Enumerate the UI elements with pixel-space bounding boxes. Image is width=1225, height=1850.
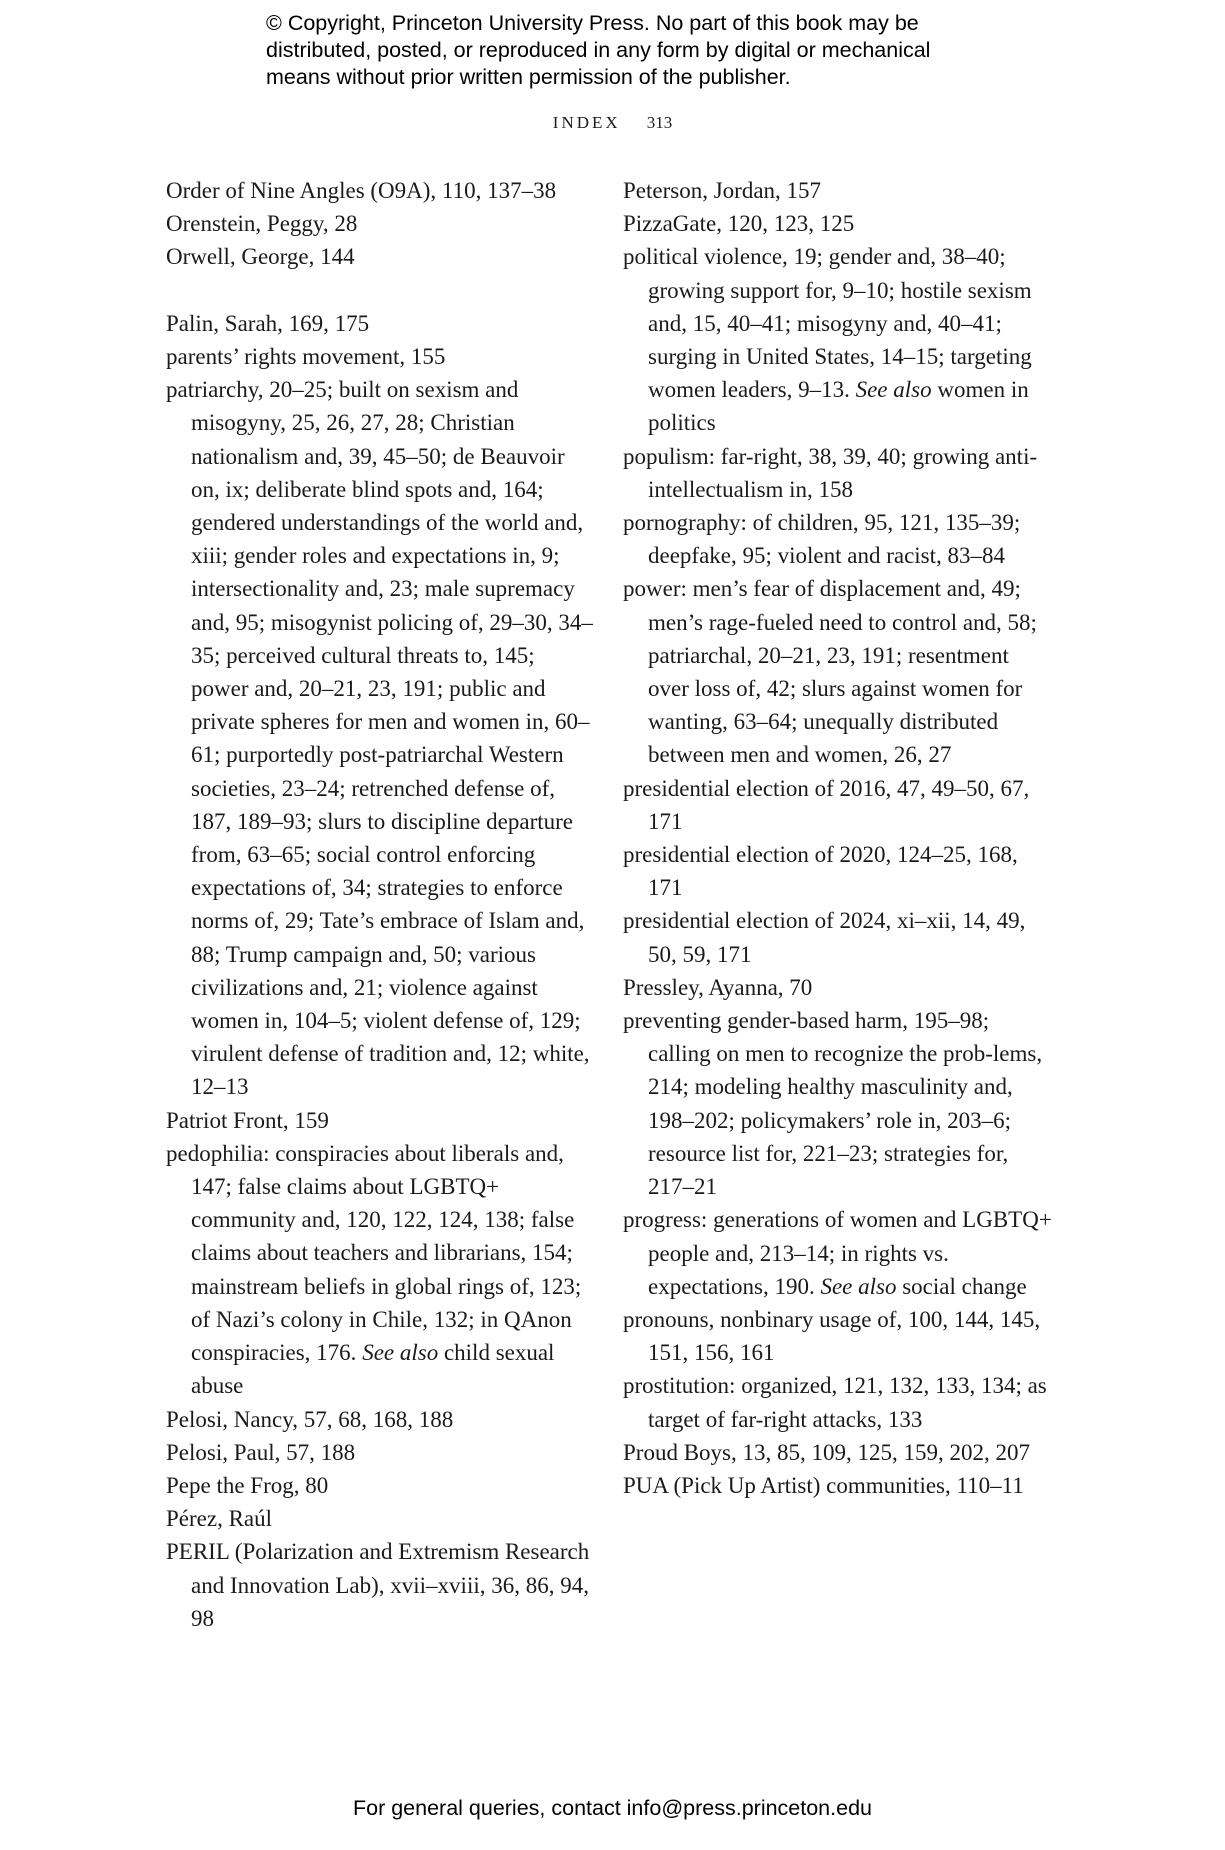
index-entry: Pressley, Ayanna, 70 xyxy=(623,974,813,1000)
running-head-label: INDEX xyxy=(552,113,621,132)
see-also-reference: See also xyxy=(362,1340,439,1366)
index-entry: PizzaGate, 120, 123, 125 xyxy=(623,211,855,237)
index-entry: Pérez, Raúl xyxy=(166,1506,273,1532)
index-entry: patriarchy, 20–25; built on sexism and misogyny, 25, 26, 27, 28; Christian nationalism and, 39, 45–50; de Beauvoir on, ix; deliberate blind spots and, 164; gendered understandings of the world and, xiii; gender roles and expectations in, 9; intersectionality and, 23; male supremacy and, 95; misogynist policing of, 29–30, 34–35; perceived cultural threats to, 145; power and, 20–21, 23, 191; public and private spheres for men and women in, 60–61; purportedly post-patriarchal Western societies, 23–24; retrenched defense of, 187, 189–93; slurs to discipline departure from, 63–65; social control enforcing expectations of, 34; strategies to enforce norms of, 29; Tate’s embrace of Islam and, 88; Trump campaign and, 50; various civilizations and, 21; violence against women in, 104–5; violent defense of, 129; virulent defense of tradition and, 12; white, 12–13 xyxy=(166,377,593,1100)
index-entry: Pepe the Frog, 80 xyxy=(166,1472,329,1498)
index-column-right xyxy=(623,174,1053,1502)
index-entry-pedophilia xyxy=(166,1137,596,1403)
index-entry: pornography: of children, 95, 121, 135–39; deepfake, 95; violent and racist, 83–84 xyxy=(623,510,1021,569)
index-entry: Palin, Sarah, 169, 175 xyxy=(166,310,370,336)
index-entry: Peterson, Jordan, 157 xyxy=(623,178,822,203)
index-entry-progress xyxy=(623,1203,1053,1303)
see-also-reference: See also xyxy=(820,1273,897,1299)
entry-text: women in politics xyxy=(648,377,1029,436)
index-entry: Order of Nine Angles (O9A), 110, 137–38 xyxy=(166,178,557,203)
copyright-line: distributed, posted, or reproduced in any form by digital or mechanical xyxy=(266,38,931,62)
index-entry: Orwell, George, 144 xyxy=(166,244,355,270)
copyright-line: © Copyright, Princeton University Press. No part of this book may be xyxy=(266,11,919,35)
entry-text: progress: generations of women and LGBTQ+ people and, 213–14; in rights vs. expectations, 190. xyxy=(623,1207,1052,1299)
entry-text: social change xyxy=(902,1273,1027,1299)
index-entry: PUA (Pick Up Artist) communities, 110–11 xyxy=(623,1472,1024,1498)
index-entry: PERIL (Polarization and Extremism Research and Innovation Lab), xvii–xviii, 36, 86, 94, 98 xyxy=(166,1539,590,1631)
copyright-line: means without prior written permission of the publisher. xyxy=(266,65,791,89)
index-entry: preventing gender-based harm, 195–98; calling on men to recognize the prob-lems, 214; modeling healthy masculinity and, 198–202; policymakers’ role in, 203–6; resource list for, 221–23; strategies for, 217–21 xyxy=(623,1008,1043,1200)
page-number: 313 xyxy=(646,113,673,132)
index-entry: power: men’s fear of displacement and, 49; men’s rage-fueled need to control and, 58; patriarchal, 20–21, 23, 191; resentment over loss of, 42; slurs against women for wanting, 63–64; unequally distributed between men and women, 26, 27 xyxy=(623,576,1037,768)
letter-group-spacer xyxy=(166,274,596,307)
index-entry: presidential election of 2024, xi–xii, 14, 49, 50, 59, 171 xyxy=(623,908,1026,967)
index-entry-political-violence xyxy=(623,240,1053,439)
index-entry: populism: far-right, 38, 39, 40; growing anti-intellectualism in, 158 xyxy=(623,443,1038,502)
footer-contact: For general queries, contact info@press.princeton.edu xyxy=(352,1796,872,1820)
running-head xyxy=(0,113,1225,133)
index-entry: Pelosi, Paul, 57, 188 xyxy=(166,1439,356,1465)
entry-text: political violence, 19; gender and, 38–40; growing support for, 9–10; hostile sexism and, 15, 40–41; misogyny and, 40–41; surging in United States, 14–15; targeting women leaders, 9–13. xyxy=(623,244,1032,403)
index-entry: parents’ rights movement, 155 xyxy=(166,344,446,369)
index-entry: Orenstein, Peggy, 28 xyxy=(166,211,358,237)
index-entry: prostitution: organized, 121, 132, 133, 134; as target of far-right attacks, 133 xyxy=(623,1373,1047,1432)
index-column-left xyxy=(166,174,596,1635)
index-entry: Proud Boys, 13, 85, 109, 125, 159, 202, 207 xyxy=(623,1439,1030,1465)
entry-text: pedophilia: conspiracies about liberals and, 147; false claims about LGBTQ+ community and, 120, 122, 124, 138; false claims about teachers and librarians, 154; mainstream beliefs in global rings of, 123; of Nazi’s colony in Chile, 132; in QAnon conspiracies, 176. xyxy=(166,1140,582,1366)
index-entry: pronouns, nonbinary usage of, 100, 144, 145, 151, 156, 161 xyxy=(623,1306,1041,1366)
see-also-reference: See also xyxy=(855,377,932,403)
index-entry: Pelosi, Nancy, 57, 68, 168, 188 xyxy=(166,1406,454,1432)
index-entry: presidential election of 2020, 124–25, 168, 171 xyxy=(623,842,1018,901)
entry-text: child sexual abuse xyxy=(191,1340,555,1399)
copyright-notice xyxy=(266,10,1026,91)
index-entry: Patriot Front, 159 xyxy=(166,1107,329,1133)
index-entry: presidential election of 2016, 47, 49–50, 67, 171 xyxy=(623,775,1030,834)
